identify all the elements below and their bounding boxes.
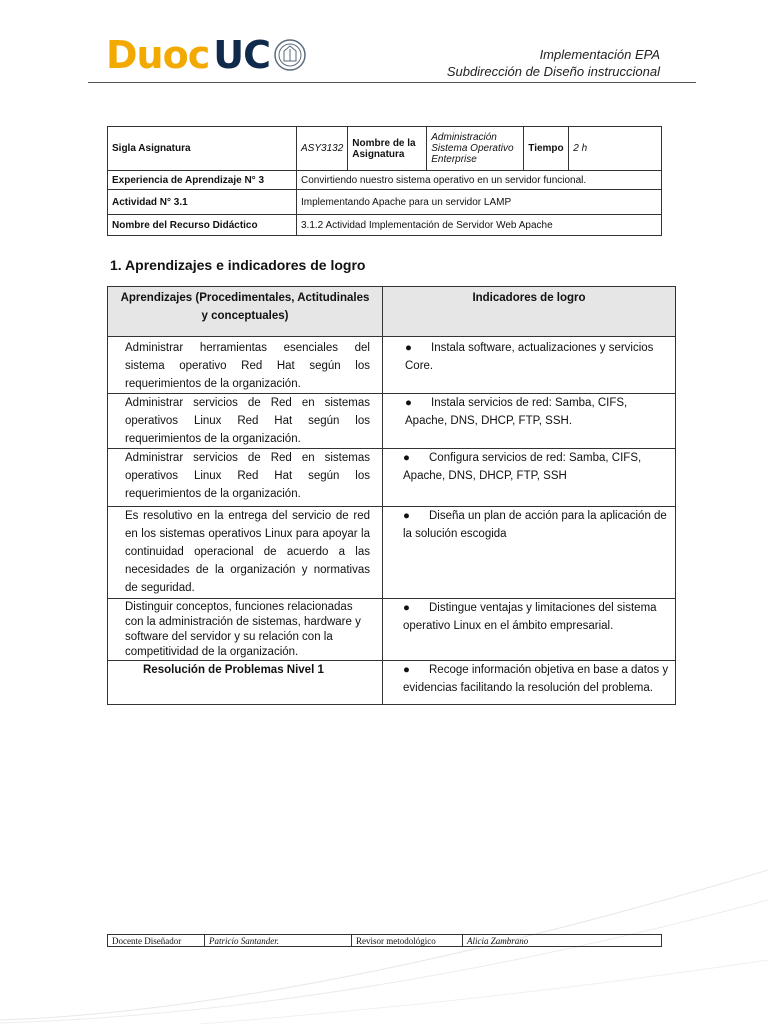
- indicador-text: Instala software, actualizaciones y servicios Core.: [405, 342, 654, 372]
- bullet-icon: ●: [403, 452, 410, 464]
- bullet-icon: ●: [403, 664, 410, 676]
- course-info-table: [107, 126, 662, 236]
- docente-label: Docente Diseñador: [108, 935, 205, 947]
- indicador-text: Recoge información objetiva en base a datos y evidencias facilitando la resolución del problema.: [403, 664, 669, 694]
- indicador-cell: [383, 661, 676, 705]
- bullet-icon: ●: [403, 602, 410, 614]
- header-line-1: Implementación EPA: [539, 47, 660, 62]
- indicador-text: Distingue ventajas y limitaciones del sistema operativo Linux en el ámbito empresarial.: [403, 602, 657, 632]
- actividad-value: Implementando Apache para un servidor LAMP: [297, 190, 662, 215]
- bullet-icon: ●: [403, 510, 410, 522]
- recurso-value: 3.1.2 Actividad Implementación de Servidor Web Apache: [297, 215, 662, 236]
- sigla-label: Sigla Asignatura: [108, 127, 297, 171]
- experiencia-value: Convirtiendo nuestro sistema operativo en un servidor funcional.: [297, 171, 662, 190]
- learning-outcomes-table: [107, 286, 676, 705]
- indicador-cell: [383, 507, 676, 599]
- aprendizaje-cell: Administrar servicios de Red en sistemas operativos Linux Red Hat según los requerimientos de la organización.: [108, 394, 383, 449]
- col-indicadores-header: Indicadores de logro: [383, 287, 676, 337]
- nombre-value: Administración Sistema Operativo Enterprise: [427, 127, 524, 171]
- actividad-label: Actividad N° 3.1: [108, 190, 297, 215]
- indicador-cell: [383, 337, 676, 394]
- logo-duoc-text: Duoc: [106, 33, 210, 77]
- indicador-cell: [383, 394, 676, 449]
- sigla-value: ASY3132: [297, 127, 348, 171]
- indicador-text: Instala servicios de red: Samba, CIFS, Apache, DNS, DHCP, FTP, SSH.: [405, 397, 628, 427]
- university-seal-icon: [273, 35, 307, 75]
- duoc-uc-logo: [106, 30, 307, 80]
- aprendizaje-cell: Resolución de Problemas Nivel 1: [108, 661, 383, 705]
- logo-uc-text: UC: [213, 33, 270, 77]
- indicador-cell: [383, 599, 676, 661]
- header-divider: [88, 82, 696, 83]
- aprendizaje-cell: Es resolutivo en la entrega del servicio de red en los sistemas operativos Linux para apoyar la continuidad operacional de acuerdo a las necesidades de la organización y normativas de seguridad.: [108, 507, 383, 599]
- recurso-label: Nombre del Recurso Didáctico: [108, 215, 297, 236]
- header-subtitle: [447, 46, 660, 80]
- nombre-label: Nombre de la Asignatura: [348, 127, 427, 171]
- revisor-value: Alicia Zambrano: [463, 935, 662, 947]
- aprendizaje-cell: Administrar herramientas esenciales del sistema operativo Red Hat según los requerimientos de la organización.: [108, 337, 383, 394]
- docente-value: Patricio Santander.: [205, 935, 352, 947]
- indicador-text: Diseña un plan de acción para la aplicación de la solución escogida: [403, 510, 667, 540]
- indicador-text: Configura servicios de red: Samba, CIFS, Apache, DNS, DHCP, FTP, SSH: [403, 452, 642, 482]
- footer-credits-table: [107, 934, 662, 947]
- tiempo-label: Tiempo: [524, 127, 569, 171]
- decorative-wave-lines: [0, 840, 768, 1024]
- indicador-cell: [383, 449, 676, 507]
- aprendizaje-cell: Administrar servicios de Red en sistemas operativos Linux Red Hat según los requerimientos de la organización.: [108, 449, 383, 507]
- experiencia-label: Experiencia de Aprendizaje N° 3: [108, 171, 297, 190]
- bullet-icon: ●: [405, 342, 412, 354]
- col-aprendizajes-header: Aprendizajes (Procedimentales, Actitudinales y conceptuales): [108, 287, 383, 337]
- tiempo-value: 2 h: [569, 127, 662, 171]
- section-1-title: 1. Aprendizajes e indicadores de logro: [110, 257, 366, 273]
- revisor-label: Revisor metodológico: [352, 935, 463, 947]
- bullet-icon: ●: [405, 397, 412, 409]
- aprendizaje-cell: Distinguir conceptos, funciones relacionadas con la administración de sistemas, hardware y software del servidor y su relación con la competitividad de la organización.: [108, 599, 383, 661]
- header-line-2: Subdirección de Diseño instruccional: [446, 64, 660, 79]
